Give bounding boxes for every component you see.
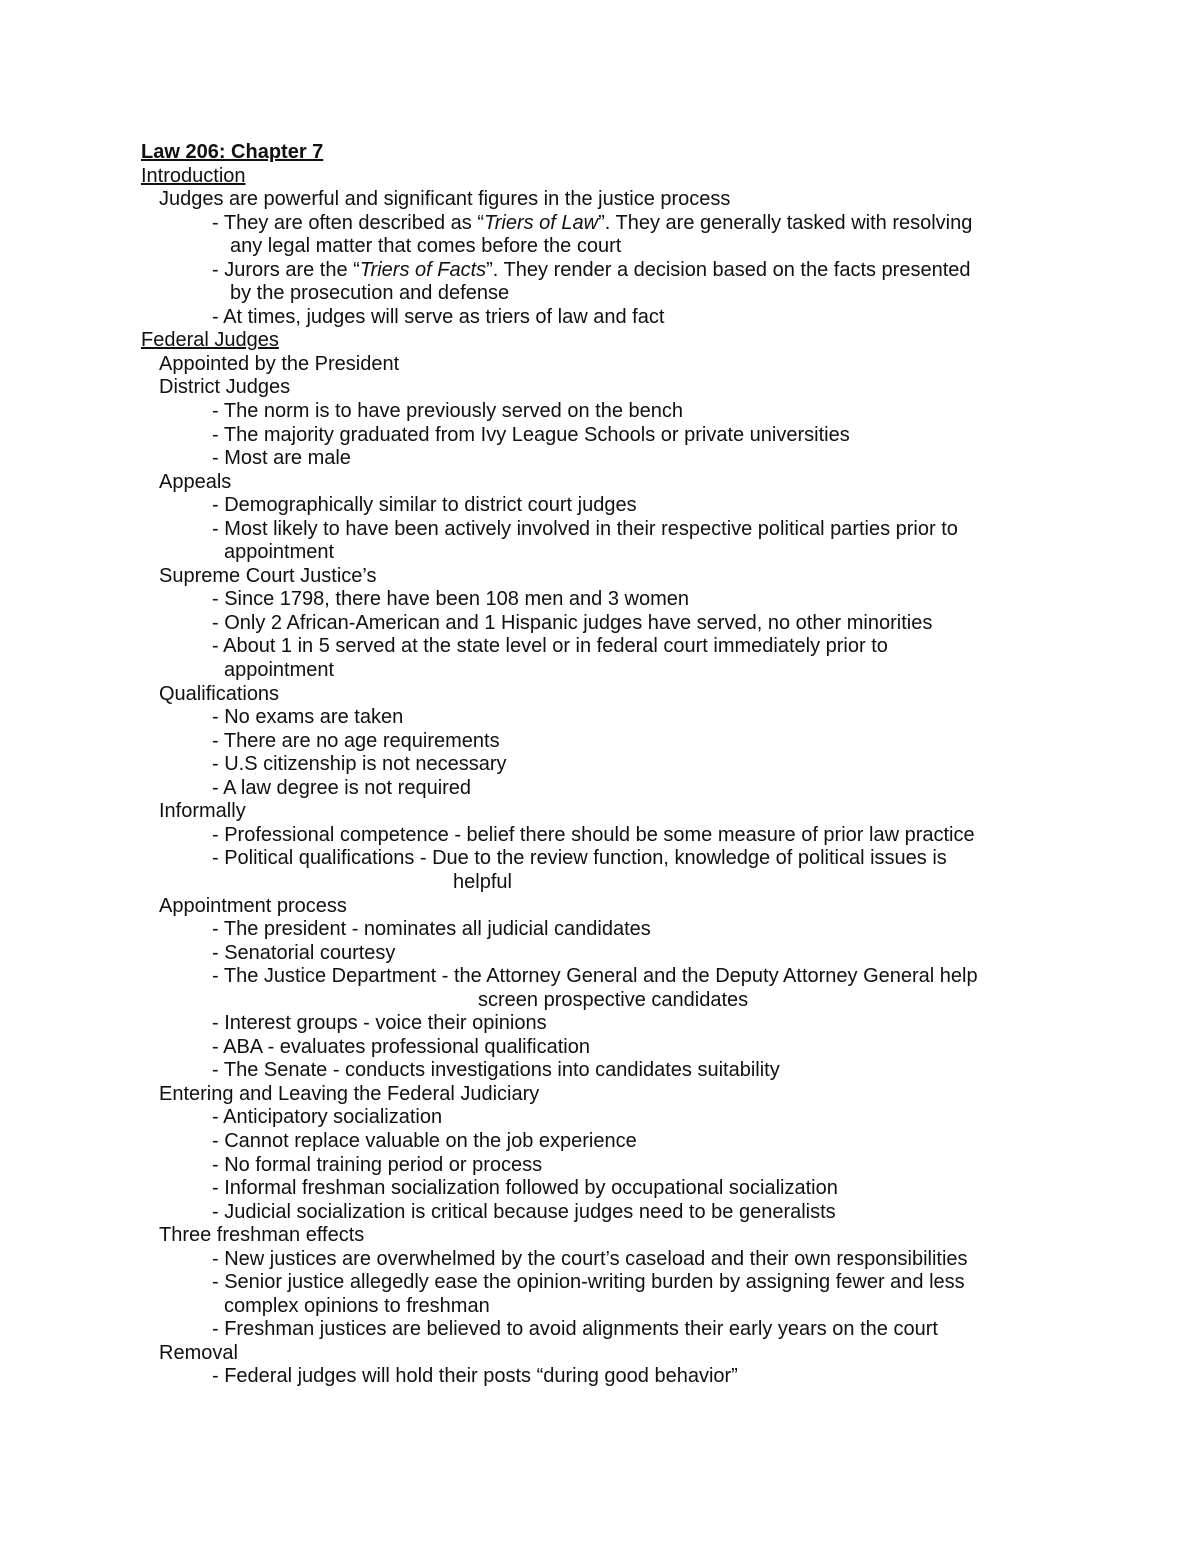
- list-item: - The Justice Department - the Attorney General and the Deputy Attorney General help: [212, 965, 978, 988]
- emphasis-term: Triers of Law: [484, 211, 599, 234]
- list-item: - The majority graduated from Ivy League Schools or private universities: [212, 423, 850, 446]
- intro-bullet: - At times, judges will serve as triers of law and fact: [212, 305, 665, 328]
- subheading-removal: Removal: [159, 1341, 238, 1364]
- list-item: - New justices are overwhelmed by the court’s caseload and their own responsibilities: [212, 1247, 968, 1270]
- subheading-supreme-court: Supreme Court Justice’s: [159, 564, 377, 587]
- intro-bullet-triers-of-facts: [0, 259, 1200, 283]
- intro-bullet-continuation: by the prosecution and defense: [230, 282, 510, 305]
- list-item: - A law degree is not required: [212, 776, 472, 799]
- subheading-appeals: Appeals: [159, 470, 232, 493]
- list-item: - ABA - evaluates professional qualification: [212, 1035, 590, 1058]
- list-item: - Senatorial courtesy: [212, 941, 396, 964]
- subheading-freshman-effects: Three freshman effects: [159, 1224, 365, 1247]
- subheading-appointed: Appointed by the President: [159, 352, 400, 375]
- list-item: - Most are male: [212, 447, 351, 470]
- list-item: - There are no age requirements: [212, 729, 500, 752]
- list-item: - Demographically similar to district court judges: [212, 494, 637, 517]
- section-heading-federal-judges: Federal Judges: [141, 329, 279, 352]
- list-item-continuation: appointment: [224, 541, 335, 564]
- list-item: - Most likely to have been actively involved in their respective political parties prior to: [212, 517, 958, 540]
- list-item: - Judicial socialization is critical because judges need to be generalists: [212, 1200, 836, 1223]
- page-title: Law 206: Chapter 7: [141, 141, 324, 163]
- list-item: - Federal judges will hold their posts “during good behavior”: [212, 1365, 738, 1388]
- subheading-entering-leaving: Entering and Leaving the Federal Judiciary: [159, 1082, 540, 1105]
- list-item-continuation: screen prospective candidates: [478, 988, 749, 1011]
- emphasis-term: Triers of Facts: [359, 258, 487, 281]
- list-item: - Political qualifications - Due to the review function, knowledge of political issues is: [212, 847, 947, 870]
- intro-line: Judges are powerful and significant figures in the justice process: [159, 188, 731, 211]
- list-item: - The Senate - conducts investigations into candidates suitability: [212, 1059, 780, 1082]
- list-item: - Interest groups - voice their opinions: [212, 1012, 547, 1035]
- list-item: - Professional competence - belief there should be some measure of prior law practice: [212, 823, 975, 846]
- list-item: - About 1 in 5 served at the state level or in federal court immediately prior to: [212, 635, 888, 658]
- subheading-qualifications: Qualifications: [159, 682, 280, 705]
- list-item: - Only 2 African-American and 1 Hispanic judges have served, no other minorities: [212, 611, 933, 634]
- list-item: - Cannot replace valuable on the job experience: [212, 1129, 637, 1152]
- bullet-text: - They are often described as “: [212, 211, 484, 234]
- list-item: - No formal training period or process: [212, 1153, 543, 1176]
- list-item: - Senior justice allegedly ease the opinion-writing burden by assigning fewer and less: [212, 1271, 965, 1294]
- list-item: - No exams are taken: [212, 706, 404, 729]
- list-item: - The norm is to have previously served on the bench: [212, 400, 683, 423]
- list-item-continuation: helpful: [453, 870, 512, 893]
- list-item-continuation: appointment: [224, 659, 335, 682]
- bullet-text: ”. They render a decision based on the facts presented: [486, 258, 971, 281]
- intro-bullet-triers-of-law: [0, 212, 1200, 236]
- list-item-continuation: complex opinions to freshman: [224, 1294, 490, 1317]
- subheading-appointment-process: Appointment process: [159, 894, 347, 917]
- list-item: - U.S citizenship is not necessary: [212, 753, 507, 776]
- list-item: - Informal freshman socialization followed by occupational socialization: [212, 1177, 838, 1200]
- intro-bullet-continuation: any legal matter that comes before the court: [230, 235, 622, 258]
- section-heading-introduction: Introduction: [141, 164, 246, 187]
- list-item: - The president - nominates all judicial candidates: [212, 918, 651, 941]
- bullet-text: - Jurors are the “: [212, 258, 360, 281]
- bullet-text: ”. They are generally tasked with resolving: [598, 211, 973, 234]
- list-item: - Freshman justices are believed to avoid alignments their early years on the court: [212, 1318, 938, 1341]
- list-item: - Anticipatory socialization: [212, 1106, 443, 1129]
- subheading-informally: Informally: [159, 800, 246, 823]
- document-page: [0, 141, 1200, 1389]
- list-item: - Since 1798, there have been 108 men and 3 women: [212, 588, 689, 611]
- subheading-district-judges: District Judges: [159, 376, 291, 399]
